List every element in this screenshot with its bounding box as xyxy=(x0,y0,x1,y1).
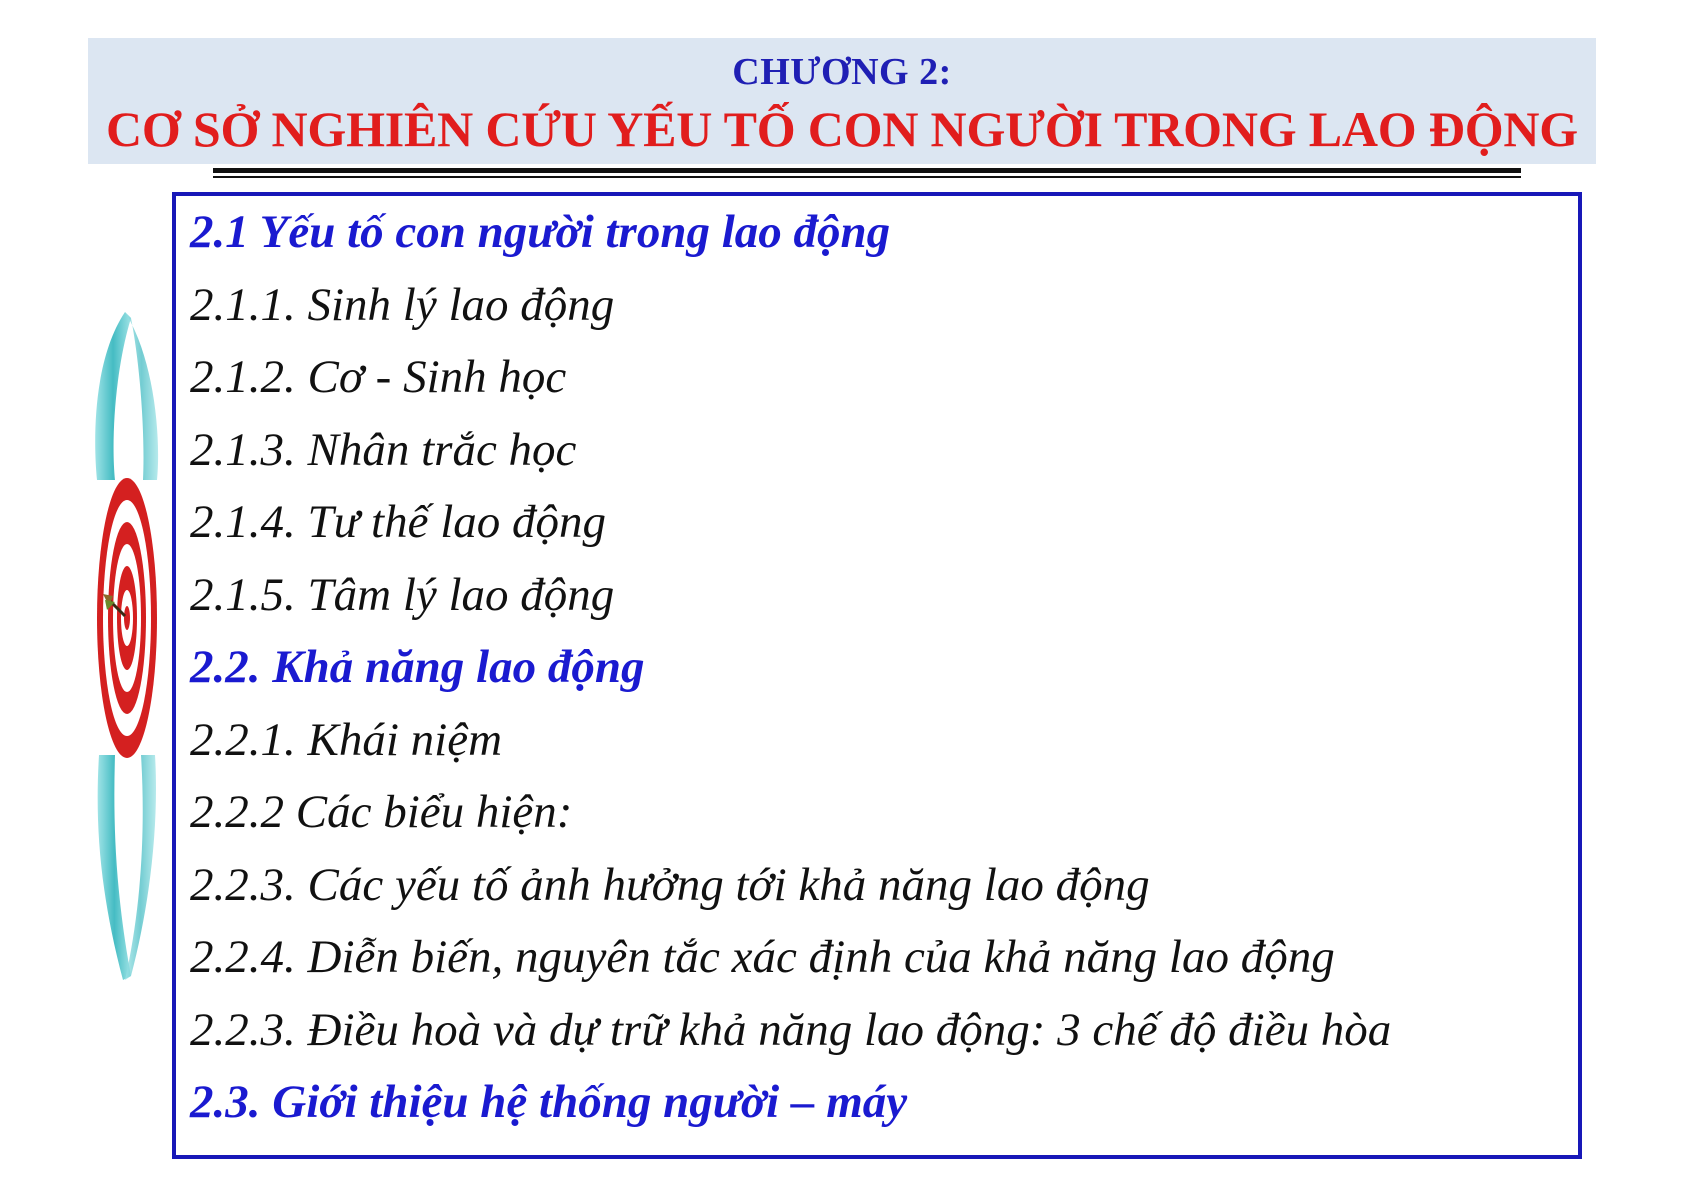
toc-section-heading: 2.1 Yếu tố con người trong lao động xyxy=(190,206,891,258)
toc-subsection: 2.2.1. Khái niệm xyxy=(190,713,503,766)
toc-subsection: 2.1.2. Cơ - Sinh học xyxy=(190,351,567,403)
title-divider-thin xyxy=(213,176,1521,178)
toc-subsection: 2.1.4. Tư thế lao động xyxy=(190,496,607,548)
chapter-title: CƠ SỞ NGHIÊN CỨU YẾU TỐ CON NGƯỜI TRONG LAO ĐỘNG xyxy=(105,101,1579,157)
table-of-contents xyxy=(190,196,1391,1139)
toc-section-heading: 2.3. Giới thiệu hệ thống người – máy xyxy=(190,1076,908,1128)
target-outer-ring-top xyxy=(95,312,131,480)
toc-subsection: 2.1.1. Sinh lý lao động xyxy=(190,278,615,331)
toc-subsection: 2.2.3. Các yếu tố ảnh hưởng tới khả năng lao động xyxy=(190,858,1150,911)
chapter-label: CHƯƠNG 2: xyxy=(732,51,952,93)
toc-section-heading: 2.2. Khả năng lao động xyxy=(190,641,645,693)
target-outer-ring-top-right xyxy=(125,312,158,480)
toc-subsection: 2.2.2 Các biểu hiện: xyxy=(190,786,573,838)
toc-subsection: 2.1.3. Nhân trắc học xyxy=(190,423,577,476)
toc-subsection: 2.2.4. Diễn biến, nguyên tắc xác định của khả năng lao động xyxy=(190,931,1335,983)
toc-subsection: 2.1.5. Tâm lý lao động xyxy=(190,568,615,621)
toc-subsection: 2.2.3. Điều hoà và dự trữ khả năng lao động: 3 chế độ điều hòa xyxy=(190,1003,1392,1056)
target-outer-ring-bottom xyxy=(98,755,131,980)
target-arrow-icon xyxy=(85,300,170,1000)
title-divider-thick xyxy=(213,168,1521,173)
target-outer-ring-bottom-right xyxy=(125,755,156,980)
